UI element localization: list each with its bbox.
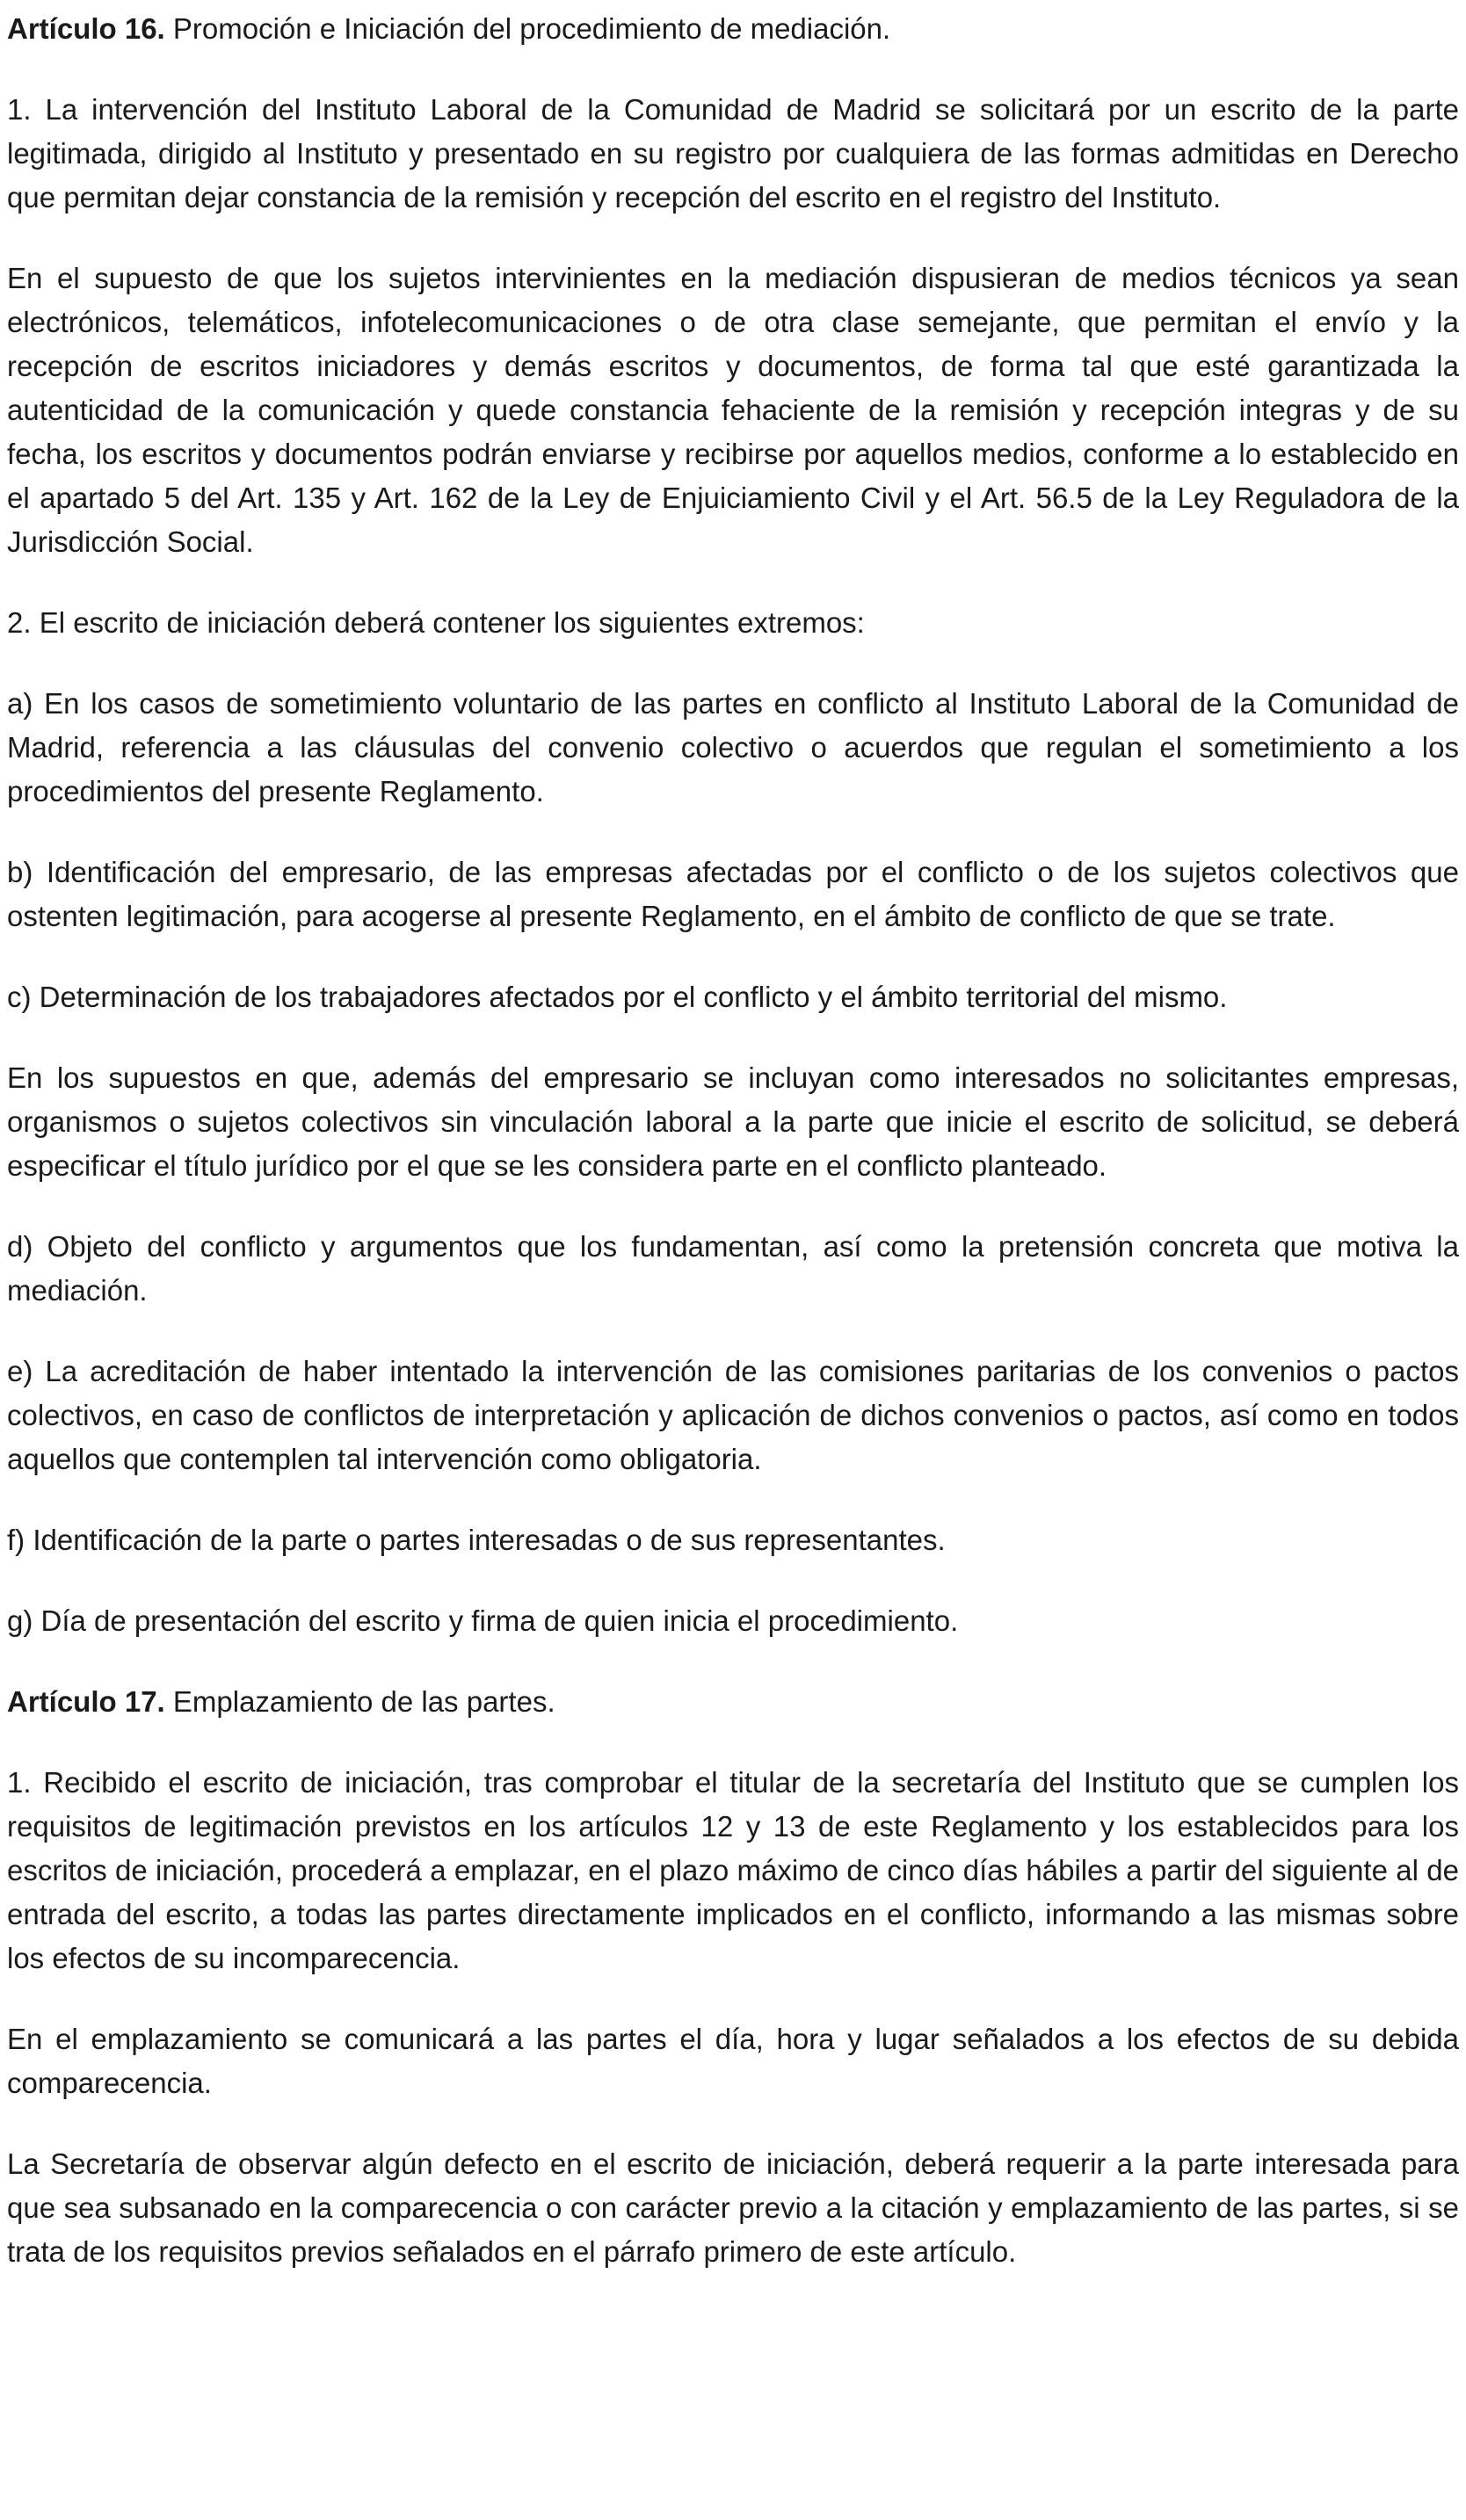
- article-16-item-c: c) Determinación de los trabajadores afectados por el conflicto y el ámbito territorial del mismo.: [7, 981, 1228, 1013]
- article-16-paragraph-3: 2. El escrito de iniciación deberá contener los siguientes extremos:: [7, 606, 865, 639]
- article-16-item-f: f) Identificación de la parte o partes interesadas o de sus representantes.: [7, 1524, 946, 1556]
- article-16-heading: [7, 7, 1459, 51]
- article-17-number: Artículo 17.: [7, 1685, 165, 1718]
- article-16-number: Artículo 16.: [7, 12, 165, 45]
- article-17-heading: [7, 1680, 1459, 1724]
- article-17-title: Emplazamiento de las partes.: [164, 1685, 555, 1718]
- article-17-paragraph-3: La Secretaría de observar algún defecto en el escrito de iniciación, deberá requerir a la parte interesada para que sea subsanado en la comparecencia o con carácter previo a la citación y emplazamiento de las partes, si se trata de los requisitos previos señalados en el párrafo primero de este artículo.: [7, 2147, 1459, 2268]
- article-17-paragraph-1: 1. Recibido el escrito de iniciación, tras comprobar el titular de la secretaría del Instituto que se cumplen los requisitos de legitimación previstos en los artículos 12 y 13 de este Reglamento y los establecidos para los escritos de iniciación, procederá a emplazar, en el plazo máximo de cinco días hábiles a partir del siguiente al de entrada del escrito, a todas las partes directamente implicados en el conflicto, informando a las mismas sobre los efectos de su incomparecencia.: [7, 1766, 1459, 1974]
- article-16-item-e: e) La acreditación de haber intentado la intervención de las comisiones paritarias de los convenios o pactos colectivos, en caso de conflictos de interpretación y aplicación de dichos convenios o pactos, así como en todos aquellos que contemplen tal intervención como obligatoria.: [7, 1355, 1459, 1475]
- article-16-paragraph-2: En el supuesto de que los sujetos intervinientes en la mediación dispusieran de medios técnicos ya sean electrónicos, telemáticos, infotelecomunicaciones o de otra clase semejante, que permitan el envío y la recepción de escritos iniciadores y demás escritos y documentos, de forma tal que esté garantizada la autenticidad de la comunicación y quede constancia fehaciente de la remisión y recepción integras y de su fecha, los escritos y documentos podrán enviarse y recibirse por aquellos medios, conforme a lo establecido en el apartado 5 del Art. 135 y Art. 162 de la Ley de Enjuiciamiento Civil y el Art. 56.5 de la Ley Reguladora de la Jurisdicción Social.: [7, 262, 1459, 558]
- article-16-item-d: d) Objeto del conflicto y argumentos que los fundamentan, así como la pretensión concreta que motiva la mediación.: [7, 1230, 1459, 1307]
- article-16-item-a: a) En los casos de sometimiento voluntario de las partes en conflicto al Instituto Laboral de la Comunidad de Madrid, referencia a las cláusulas del convenio colectivo o acuerdos que regulan el sometimiento a los procedimientos del presente Reglamento.: [7, 687, 1459, 807]
- article-16-title: Promoción e Iniciación del procedimiento de mediación.: [164, 12, 891, 45]
- document-page: [7, 7, 1459, 2274]
- article-16-paragraph-1: 1. La intervención del Instituto Laboral de la Comunidad de Madrid se solicitará por un escrito de la parte legitimada, dirigido al Instituto y presentado en su registro por cualquiera de las formas admitidas en Derecho que permitan dejar constancia de la remisión y recepción del escrito en el registro del Instituto.: [7, 93, 1459, 214]
- article-16-item-c-note: En los supuestos en que, además del empresario se incluyan como interesados no solicitantes empresas, organismos o sujetos colectivos sin vinculación laboral a la parte que inicie el escrito de solicitud, se deberá especificar el título jurídico por el que se les considera parte en el conflicto planteado.: [7, 1061, 1459, 1182]
- article-16-item-g: g) Día de presentación del escrito y firma de quien inicia el procedimiento.: [7, 1604, 959, 1637]
- article-17-paragraph-2: En el emplazamiento se comunicará a las partes el día, hora y lugar señalados a los efectos de su debida comparecencia.: [7, 2023, 1459, 2099]
- article-16-item-b: b) Identificación del empresario, de las empresas afectadas por el conflicto o de los sujetos colectivos que ostenten legitimación, para acogerse al presente Reglamento, en el ámbito de conflicto de que se trate.: [7, 856, 1459, 932]
